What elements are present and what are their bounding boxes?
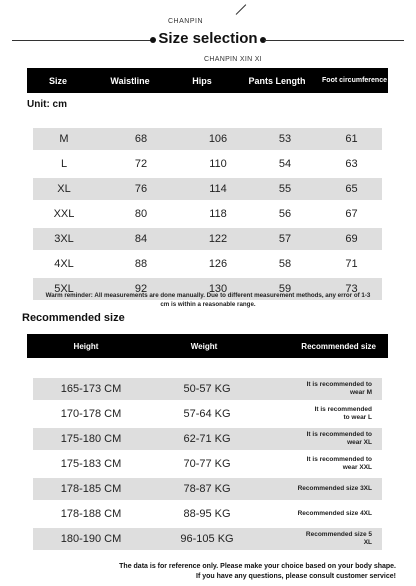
rec-line2: wear M	[349, 389, 372, 396]
warm-reminder	[14, 291, 402, 309]
warm-reminder-line2: cm is within a reasonable range.	[160, 301, 256, 308]
cell-weight: 62-71 KG	[183, 433, 231, 445]
cell-size: 3XL	[54, 233, 74, 245]
table-row	[33, 503, 382, 525]
col-size: Size	[48, 75, 67, 86]
cell-recommendation	[265, 456, 382, 472]
subtitle-text: CHANPIN XIN XI	[204, 56, 262, 63]
table-row	[33, 428, 382, 450]
rec-line2: to wear L	[343, 414, 372, 421]
cell-pants-length: 54	[278, 158, 292, 170]
size-table-header	[27, 68, 388, 93]
cell-height: 178-188 CM	[60, 508, 122, 520]
cell-hips: 122	[208, 233, 228, 245]
cell-pants-length: 55	[278, 183, 292, 195]
cell-size: XXL	[53, 208, 75, 220]
cell-recommendation	[265, 531, 382, 547]
rec-line2: wear XXL	[342, 464, 372, 471]
table-row	[33, 378, 382, 400]
cell-foot: 67	[345, 208, 358, 220]
cell-pants-length: 59	[278, 283, 292, 295]
cell-pants-length: 56	[278, 208, 292, 220]
cell-height: 175-183 CM	[60, 458, 122, 470]
cell-weight: 57-64 KG	[183, 408, 231, 420]
cell-waistline: 92	[134, 283, 148, 295]
cell-foot: 71	[345, 258, 358, 270]
size-table	[33, 128, 382, 303]
cell-hips: 118	[209, 208, 227, 220]
cell-recommendation	[265, 406, 382, 422]
cell-size: L	[60, 158, 68, 170]
cell-recommendation	[265, 431, 382, 447]
cell-recommendation	[265, 510, 382, 518]
cell-foot: 73	[345, 283, 358, 295]
cell-size: 4XL	[54, 258, 74, 270]
decorative-slash	[236, 4, 247, 15]
cell-foot: 61	[345, 133, 358, 145]
recommended-title: Recommended size	[22, 312, 125, 324]
col-pants-length: Pants Length	[248, 75, 306, 86]
cell-weight: 88-95 KG	[183, 508, 231, 520]
cell-pants-length: 58	[278, 258, 292, 270]
rec-line1: Recommended size 3XL	[297, 485, 372, 492]
cell-recommendation	[265, 485, 382, 493]
cell-hips: 130	[208, 283, 228, 295]
recommended-table-header	[27, 334, 388, 358]
subtitle	[0, 56, 416, 63]
cell-waistline: 68	[134, 133, 148, 145]
rec-line1: It is recommended to	[306, 381, 372, 388]
col-weight: Weight	[190, 341, 218, 351]
cell-height: 175-180 CM	[60, 433, 122, 445]
col-hips: Hips	[192, 75, 212, 86]
table-row	[33, 228, 382, 250]
rec-line1: It is recommended	[314, 406, 372, 413]
recommended-table	[33, 378, 382, 553]
rec-line1: It is recommended to	[306, 431, 372, 438]
table-row	[33, 203, 382, 225]
rec-line2: wear XL	[347, 439, 372, 446]
footer-line1: The data is for reference only. Please make your choice based on your body shape.	[119, 563, 396, 570]
cell-size: XL	[57, 183, 71, 195]
rec-line1: Recommended size 5	[305, 531, 372, 538]
cell-size: M	[59, 133, 69, 145]
brand-label: CHANPIN	[168, 18, 204, 25]
table-row	[33, 128, 382, 150]
title-divider-right	[264, 40, 404, 41]
table-row	[33, 403, 382, 425]
table-row	[33, 253, 382, 275]
unit-label: Unit: cm	[27, 99, 67, 110]
cell-hips: 106	[208, 133, 228, 145]
cell-hips: 114	[209, 183, 227, 195]
table-row	[33, 453, 382, 475]
cell-pants-length: 53	[278, 133, 292, 145]
cell-hips: 126	[208, 258, 228, 270]
cell-weight: 70-77 KG	[183, 458, 231, 470]
cell-height: 170-178 CM	[60, 408, 122, 420]
col-height: Height	[73, 341, 99, 351]
cell-foot: 63	[345, 158, 358, 170]
cell-size: 5XL	[54, 283, 74, 295]
cell-waistline: 80	[134, 208, 148, 220]
cell-height: 178-185 CM	[60, 483, 122, 495]
page-title: Size selection	[158, 30, 258, 47]
cell-recommendation	[265, 381, 382, 397]
cell-weight: 78-87 KG	[183, 483, 231, 495]
cell-foot: 69	[345, 233, 358, 245]
cell-waistline: 84	[134, 233, 148, 245]
rec-line1: Recommended size 4XL	[297, 510, 372, 517]
cell-waistline: 76	[134, 183, 148, 195]
cell-foot: 65	[345, 183, 358, 195]
footer-note	[14, 562, 402, 582]
cell-waistline: 72	[134, 158, 148, 170]
cell-waistline: 88	[134, 258, 148, 270]
cell-weight: 50-57 KG	[183, 383, 231, 395]
col-foot-circumference: Foot circumference	[322, 77, 387, 84]
table-row	[33, 153, 382, 175]
col-recommended-size: Recommended size	[301, 341, 376, 351]
cell-height: 180-190 CM	[60, 533, 122, 545]
rec-line1: It is recommended to	[306, 456, 372, 463]
table-row	[33, 528, 382, 550]
table-row	[33, 178, 382, 200]
cell-hips: 110	[209, 158, 227, 170]
warm-reminder-line1: Warm reminder: All measurements are done manually. Due to different measurement methods, any error of 1-3	[45, 292, 371, 299]
cell-weight: 96-105 KG	[180, 533, 234, 545]
cell-height: 165-173 CM	[60, 383, 122, 395]
table-row	[33, 478, 382, 500]
cell-pants-length: 57	[278, 233, 292, 245]
rec-line2: XL	[363, 539, 372, 546]
footer-line2: If you have any questions, please consult customer service!	[196, 573, 396, 580]
col-waistline: Waistline	[110, 75, 150, 86]
